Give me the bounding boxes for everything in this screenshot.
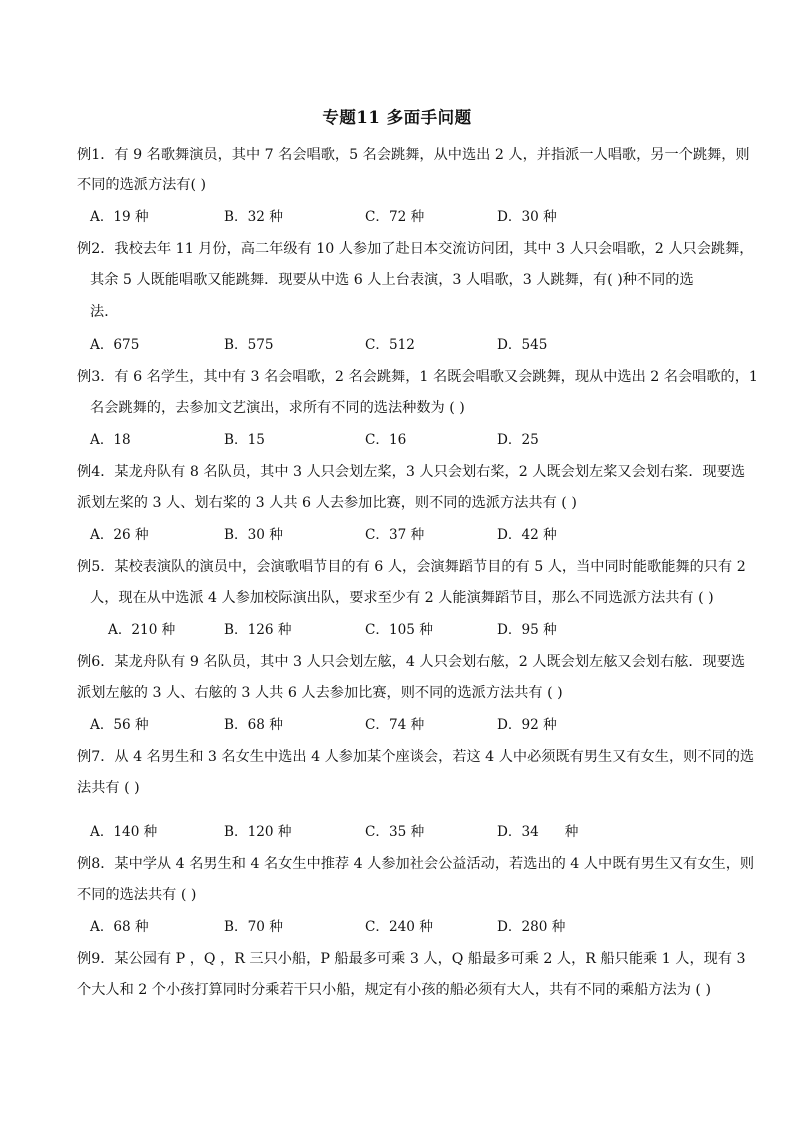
question-2-option-a: A．675 — [90, 337, 140, 353]
question-8-option-c: C．240 种 — [365, 919, 433, 935]
question-3-option-d: D．25 — [497, 432, 539, 448]
question-6-line-1: 例6．某龙舟队有 9 名队员，其中 3 人只会划左舷，4 人只会划右舷，2 人既会划左舷又会划右舷．现要选 — [77, 654, 746, 670]
question-3-line-2: 名会跳舞的，去参加文艺演出，求所有不同的选法种数为 ( ) — [90, 400, 465, 416]
question-2-option-b: B．575 — [224, 337, 274, 353]
question-1-option-a: A．19 种 — [90, 209, 149, 225]
question-5-option-c: C．105 种 — [365, 622, 433, 638]
question-9-line-2: 个大人和 2 个小孩打算同时分乘若干只小船，规定有小孩的船必须有大人，共有不同的乘船方法为 ( ) — [77, 982, 712, 998]
question-4-option-b: B．30 种 — [224, 527, 283, 543]
question-3-option-b: B．15 — [224, 432, 265, 448]
question-8-option-b: B．70 种 — [224, 919, 283, 935]
question-8-line-2: 不同的选法共有 ( ) — [77, 887, 197, 903]
question-7-line-1: 例7．从 4 名男生和 3 名女生中选出 4 人参加某个座谈会，若这 4 人中必须既有男生又有女生，则不同的选 — [77, 749, 755, 765]
question-7-option-d: D．34 种 — [497, 824, 579, 840]
question-1-option-c: C．72 种 — [365, 209, 425, 225]
question-6-option-c: C．74 种 — [365, 717, 425, 733]
question-7-line-2: 法共有 ( ) — [77, 780, 140, 796]
question-6-line-2: 派划左舷的 3 人、右舷的 3 人共 6 人去参加比赛，则不同的选派方法共有 ( ) — [77, 685, 563, 701]
question-5-line-2: 人，现在从中选派 4 人参加校际演出队，要求至少有 2 人能演舞蹈节目，那么不同选派方法共有 ( ) — [90, 590, 714, 606]
question-1-line-2: 不同的选派方法有( ) — [77, 177, 207, 193]
question-2-line-3: 法． — [90, 304, 119, 320]
question-6-option-a: A．56 种 — [90, 717, 149, 733]
question-4-option-a: A．26 种 — [90, 527, 149, 543]
question-1-option-d: D．30 种 — [497, 209, 557, 225]
question-6-option-b: B．68 种 — [224, 717, 283, 733]
question-2-line-2: 其余 5 人既能唱歌又能跳舞．现要从中选 6 人上台表演，3 人唱歌，3 人跳舞，有( )种不同的选 — [90, 272, 694, 288]
question-2-line-1: 例2．我校去年 11 月份，高二年级有 10 人参加了赴日本交流访问团，其中 3 人只会唱歌，2 人只会跳舞， — [77, 241, 754, 257]
question-3-option-c: C．16 — [365, 432, 407, 448]
question-8-option-a: A．68 种 — [90, 919, 149, 935]
question-8-option-d: D．280 种 — [497, 919, 566, 935]
question-2-option-d: D．545 — [497, 337, 548, 353]
question-3-line-1: 例3．有 6 名学生，其中有 3 名会唱歌，2 名会跳舞，1 名既会唱歌又会跳舞，现从中选出 2 名会唱歌的，1 — [77, 369, 758, 385]
question-7-option-a: A．140 种 — [90, 824, 158, 840]
question-5-option-a: A．210 种 — [108, 622, 176, 638]
question-4-line-2: 派划左桨的 3 人、划右桨的 3 人共 6 人去参加比赛，则不同的选派方法共有 ( ) — [77, 495, 577, 511]
question-6-option-d: D．92 种 — [497, 717, 557, 733]
question-5-line-1: 例5．某校表演队的演员中，会演歌唱节目的有 6 人，会演舞蹈节目的有 5 人，当中同时能歌能舞的只有 2 — [77, 559, 746, 575]
question-5-option-b: B．126 种 — [224, 622, 292, 638]
question-7-option-c: C．35 种 — [365, 824, 425, 840]
question-1-option-b: B．32 种 — [224, 209, 283, 225]
question-4-option-c: C．37 种 — [365, 527, 425, 543]
question-4-option-d: D．42 种 — [497, 527, 557, 543]
question-3-option-a: A．18 — [90, 432, 131, 448]
question-4-line-1: 例4．某龙舟队有 8 名队员，其中 3 人只会划左桨，3 人只会划右桨，2 人既会划左桨又会划右桨．现要选 — [77, 464, 746, 480]
question-8-line-1: 例8．某中学从 4 名男生和 4 名女生中推荐 4 人参加社会公益活动，若选出的 4 人中既有男生又有女生，则 — [77, 856, 755, 872]
question-7-option-b: B．120 种 — [224, 824, 292, 840]
question-9-line-1: 例9．某公园有 P ，Q ，R 三只小船，P 船最多可乘 3 人，Q 船最多可乘 2 人，R 船只能乘 1 人，现有 3 — [77, 951, 746, 967]
question-1-line-1: 例1．有 9 名歌舞演员，其中 7 名会唱歌，5 名会跳舞，从中选出 2 人，并指派一人唱歌，另一个跳舞，则 — [77, 147, 750, 163]
page-title: 专题11 多面手问题 — [322, 108, 472, 127]
question-5-option-d: D．95 种 — [497, 622, 557, 638]
question-2-option-c: C．512 — [365, 337, 415, 353]
